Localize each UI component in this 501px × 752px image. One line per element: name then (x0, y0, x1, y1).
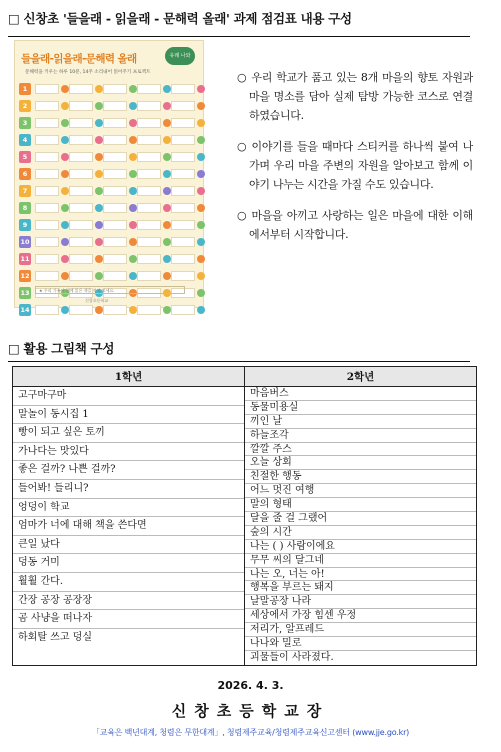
book-title: 무무 씨의 달그네 (245, 554, 476, 568)
integrity-slogan: 「교육은 백년대계, 청렴은 무한대계」, 청렴제주교육/청렴제주교육신고센터 (www.jje.go.kr) (91, 728, 410, 737)
poster-row-number: 14 (20, 306, 30, 314)
book-title: 곰 사냥을 떠나자 (13, 610, 244, 629)
poster-cell (35, 135, 59, 145)
poster-cell (35, 271, 59, 281)
book-title: 말의 형태 (245, 498, 476, 512)
poster-row (19, 166, 199, 183)
poster-row-number: 5 (19, 151, 31, 163)
poster-title: 들을래-읽을래-문해력 올래 (21, 53, 137, 65)
poster-sticker-dot (197, 255, 205, 263)
book-title: 가나다는 맛있다 (13, 443, 244, 462)
poster-school-name: 신창초등학교 (85, 298, 109, 303)
poster-cell (171, 84, 195, 94)
poster-sticker-dot (129, 204, 137, 212)
poster-sticker-dot (129, 85, 137, 93)
poster-sticker-dot (163, 272, 171, 280)
poster-cell (171, 237, 195, 247)
poster-row-number: 4 (19, 134, 31, 146)
poster-cell (69, 203, 93, 213)
poster-row (19, 268, 199, 285)
checklist-poster-image (14, 40, 204, 314)
poster-sticker-dot (163, 255, 171, 263)
poster-sticker-dot (197, 204, 205, 212)
poster-cell (103, 237, 127, 247)
poster-row-number: 8 (19, 202, 31, 214)
bullet-text: ○ 마을을 아끼고 사랑하는 일은 마을에 대한 이해에서부터 시작합니다. (237, 209, 473, 241)
poster-sticker-dot (95, 119, 103, 127)
book-title: 고구마구마 (13, 387, 244, 406)
poster-cell (103, 271, 127, 281)
book-title: 들어봐! 들리니? (13, 480, 244, 499)
book-title: 덩동 거미 (13, 554, 244, 573)
poster-sticker-dot (197, 102, 205, 110)
poster-cell (137, 271, 161, 281)
poster-badge: 유래 나와 (165, 47, 195, 65)
poster-sticker-dot (95, 238, 103, 246)
document-date: 2026. 4. 3. (217, 679, 284, 692)
book-title: 말놀이 동시집 1 (13, 406, 244, 425)
poster-sticker-dot (197, 272, 205, 280)
section-heading-books: □ 활용 그림책 구성 (8, 341, 115, 356)
poster-cell (103, 254, 127, 264)
poster-sticker-dot (95, 306, 103, 314)
poster-sticker-dot (197, 289, 205, 297)
poster-sticker-dot (61, 255, 69, 263)
poster-sticker-dot (163, 204, 171, 212)
poster-cell (103, 186, 127, 196)
poster-row (19, 149, 199, 166)
poster-sticker-dot (163, 102, 171, 110)
poster-cell (69, 254, 93, 264)
poster-cell (171, 220, 195, 230)
poster-sticker-dot (163, 136, 171, 144)
poster-footer-box: ★ 우리 가족이 함께 읽은 책을 적어 보세요. (35, 286, 185, 294)
poster-sticker-dot (129, 136, 137, 144)
poster-cell (137, 220, 161, 230)
poster-cell (137, 152, 161, 162)
poster-row (19, 251, 199, 268)
description-bullets (237, 68, 473, 256)
book-title: 훨훨 간다. (13, 573, 244, 592)
poster-row (19, 217, 199, 234)
poster-cell (103, 135, 127, 145)
poster-row (19, 200, 199, 217)
poster-cell (35, 305, 59, 315)
poster-sticker-dot (129, 153, 137, 161)
poster-row-number: 13 (20, 289, 30, 297)
book-title: 저리가, 알프레드 (245, 623, 476, 637)
poster-sticker-dot (197, 85, 205, 93)
poster-row-number: 9 (19, 219, 31, 231)
poster-cell (69, 220, 93, 230)
poster-cell (137, 169, 161, 179)
poster-sticker-dot (95, 170, 103, 178)
poster-sticker-dot (95, 136, 103, 144)
poster-cell (171, 101, 195, 111)
poster-cell (35, 84, 59, 94)
poster-sticker-dot (61, 85, 69, 93)
poster-cell (103, 101, 127, 111)
poster-subtitle: 문해력을 키우는 하루 10분, 14주 소리내어 읽어주기 프로젝트 (25, 70, 151, 75)
book-title: 세상에서 가장 힘센 우정 (245, 609, 476, 623)
poster-sticker-dot (129, 238, 137, 246)
poster-cell (103, 152, 127, 162)
book-title: 빵이 되고 싶은 토끼 (13, 424, 244, 443)
poster-cell (171, 152, 195, 162)
poster-sticker-dot (163, 153, 171, 161)
poster-sticker-dot (197, 221, 205, 229)
poster-row (19, 183, 199, 200)
poster-sticker-dot (129, 255, 137, 263)
poster-row-number: 6 (19, 168, 31, 180)
poster-cell (137, 118, 161, 128)
poster-cell (69, 84, 93, 94)
poster-sticker-dot (129, 187, 137, 195)
poster-sticker-dot (197, 306, 205, 314)
column-header-grade2: 2학년 (245, 367, 477, 387)
poster-cell (35, 203, 59, 213)
book-title: 큰일 났다 (13, 536, 244, 555)
poster-sticker-dot (197, 238, 205, 246)
poster-cell (69, 237, 93, 247)
poster-cell (35, 186, 59, 196)
heading-underline (8, 361, 470, 362)
bullet-text: ○ 이야기를 들을 때마다 스티커를 하나씩 붙여 나가며 우리 마을 주변의 자원을 알아보고 함께 이야기 나누는 시간을 가질 수도 있습니다. (237, 140, 473, 191)
poster-sticker-dot (163, 85, 171, 93)
poster-sticker-dot (61, 221, 69, 229)
poster-cell (35, 237, 59, 247)
book-title: 끼인 날 (245, 415, 476, 429)
poster-sticker-dot (95, 85, 103, 93)
poster-cell (69, 152, 93, 162)
poster-sticker-dot (61, 136, 69, 144)
book-title: 하회탈 쓰고 덩실 (18, 631, 92, 643)
book-title: 달을 줄 걸 그랬어 (245, 512, 476, 526)
poster-cell (171, 118, 195, 128)
poster-cell (35, 169, 59, 179)
poster-sticker-dot (163, 238, 171, 246)
poster-row (19, 132, 199, 149)
poster-sticker-dot (61, 153, 69, 161)
book-title: 나나와 밀로 (245, 637, 476, 651)
poster-row-number: 2 (19, 100, 31, 112)
poster-sticker-dot (61, 272, 69, 280)
poster-cell (137, 135, 161, 145)
poster-cell (137, 84, 161, 94)
book-title: 마음버스 (245, 387, 476, 401)
poster-cell (137, 101, 161, 111)
poster-cell (137, 203, 161, 213)
poster-sticker-dot (61, 102, 69, 110)
poster-cell (103, 118, 127, 128)
poster-sticker-dot (197, 170, 205, 178)
poster-sticker-dot (129, 102, 137, 110)
poster-cell (171, 169, 195, 179)
poster-cell (69, 169, 93, 179)
poster-cell (137, 305, 161, 315)
poster-cell (103, 305, 127, 315)
poster-sticker-dot (95, 221, 103, 229)
book-title: 오늘 상회 (245, 456, 476, 470)
grade2-book-list (245, 387, 477, 666)
poster-sticker-dot (61, 119, 69, 127)
poster-sticker-dot (95, 204, 103, 212)
poster-sticker-dot (197, 187, 205, 195)
poster-sticker-dot (129, 119, 137, 127)
poster-row (19, 302, 199, 319)
poster-cell (171, 186, 195, 196)
book-title: 친절한 행동 (245, 470, 476, 484)
poster-cell (171, 271, 195, 281)
grade1-book-list (13, 387, 245, 666)
poster-cell (171, 254, 195, 264)
poster-cell (171, 203, 195, 213)
book-title: 하늘조각 (245, 429, 476, 443)
book-title: 깔깔 주스 (245, 443, 476, 457)
poster-row (19, 234, 199, 251)
poster-cell (69, 101, 93, 111)
book-title: 날말공장 나라 (245, 595, 476, 609)
book-title: 엄마가 너에 대해 책을 쓴다면 (13, 517, 244, 536)
book-title: 좋은 걸까? 나쁜 걸까? (13, 461, 244, 480)
poster-sticker-dot (163, 187, 171, 195)
poster-sticker-dot (129, 170, 137, 178)
poster-cell (35, 220, 59, 230)
poster-sticker-dot (163, 170, 171, 178)
poster-cell (171, 305, 195, 315)
poster-sticker-dot (129, 272, 137, 280)
poster-cell (35, 152, 59, 162)
poster-row-number: 7 (19, 185, 31, 197)
section-heading-checklist: □ 신창초 '들을래 - 읽을래 - 문해력 올래' 과제 점검표 내용 구성 (8, 11, 352, 26)
poster-cell (35, 118, 59, 128)
book-title: 엉덩이 학교 (13, 499, 244, 518)
poster-row (19, 81, 199, 98)
poster-sticker-dot (163, 221, 171, 229)
poster-sticker-dot (61, 204, 69, 212)
poster-sticker-dot (197, 136, 205, 144)
book-title: 나는 ( ) 사람이에요 (245, 540, 476, 554)
poster-sticker-dot (129, 306, 137, 314)
poster-cell (171, 135, 195, 145)
poster-cell (137, 254, 161, 264)
poster-cell (69, 118, 93, 128)
poster-cell (137, 186, 161, 196)
column-header-grade1: 1학년 (13, 367, 245, 387)
poster-sticker-dot (95, 272, 103, 280)
poster-row (19, 98, 199, 115)
poster-sticker-dot (61, 170, 69, 178)
poster-row-number: 12 (20, 272, 30, 280)
poster-cell (103, 84, 127, 94)
poster-cell (137, 237, 161, 247)
bullet-text: ○ 우리 학교가 품고 있는 8개 마을의 향토 자원과 마을 명소를 담아 실제 탐방 가능한 코스로 연결하였습니다. (237, 71, 473, 122)
poster-cell (69, 135, 93, 145)
poster-sticker-dot (95, 102, 103, 110)
poster-cell (69, 305, 93, 315)
poster-sticker-dot (95, 153, 103, 161)
poster-cell (103, 220, 127, 230)
book-title: 어느 멋진 여행 (245, 484, 476, 498)
heading-underline (8, 36, 470, 37)
poster-row (19, 115, 199, 132)
poster-sticker-dot (61, 306, 69, 314)
book-title: 행복을 부르는 돼지 (245, 581, 476, 595)
poster-row-number: 11 (20, 255, 30, 263)
poster-row-number: 3 (19, 117, 31, 129)
book-title: 나는 오, 너는 아! (245, 568, 476, 582)
poster-cell (69, 186, 93, 196)
book-title: 숲의 시간 (245, 526, 476, 540)
school-signature: 신창초등학교장 (171, 702, 330, 720)
poster-sticker-dot (163, 306, 171, 314)
poster-sticker-dot (95, 255, 103, 263)
poster-cell (103, 203, 127, 213)
poster-cell (35, 254, 59, 264)
poster-sticker-grid (19, 81, 199, 319)
picture-book-table (12, 366, 477, 666)
poster-sticker-dot (61, 238, 69, 246)
poster-sticker-dot (61, 187, 69, 195)
poster-sticker-dot (197, 119, 205, 127)
poster-row-number: 10 (20, 238, 30, 246)
book-title: 간장 공장 공장장 (13, 592, 244, 611)
poster-sticker-dot (163, 119, 171, 127)
poster-cell (69, 271, 93, 281)
book-title: 괴물들이 사라졌다. (250, 651, 334, 663)
poster-row-number: 1 (19, 83, 31, 95)
poster-sticker-dot (129, 221, 137, 229)
poster-sticker-dot (95, 187, 103, 195)
poster-sticker-dot (197, 153, 205, 161)
poster-cell (103, 169, 127, 179)
book-title: 동물미용실 (245, 401, 476, 415)
poster-cell (35, 101, 59, 111)
